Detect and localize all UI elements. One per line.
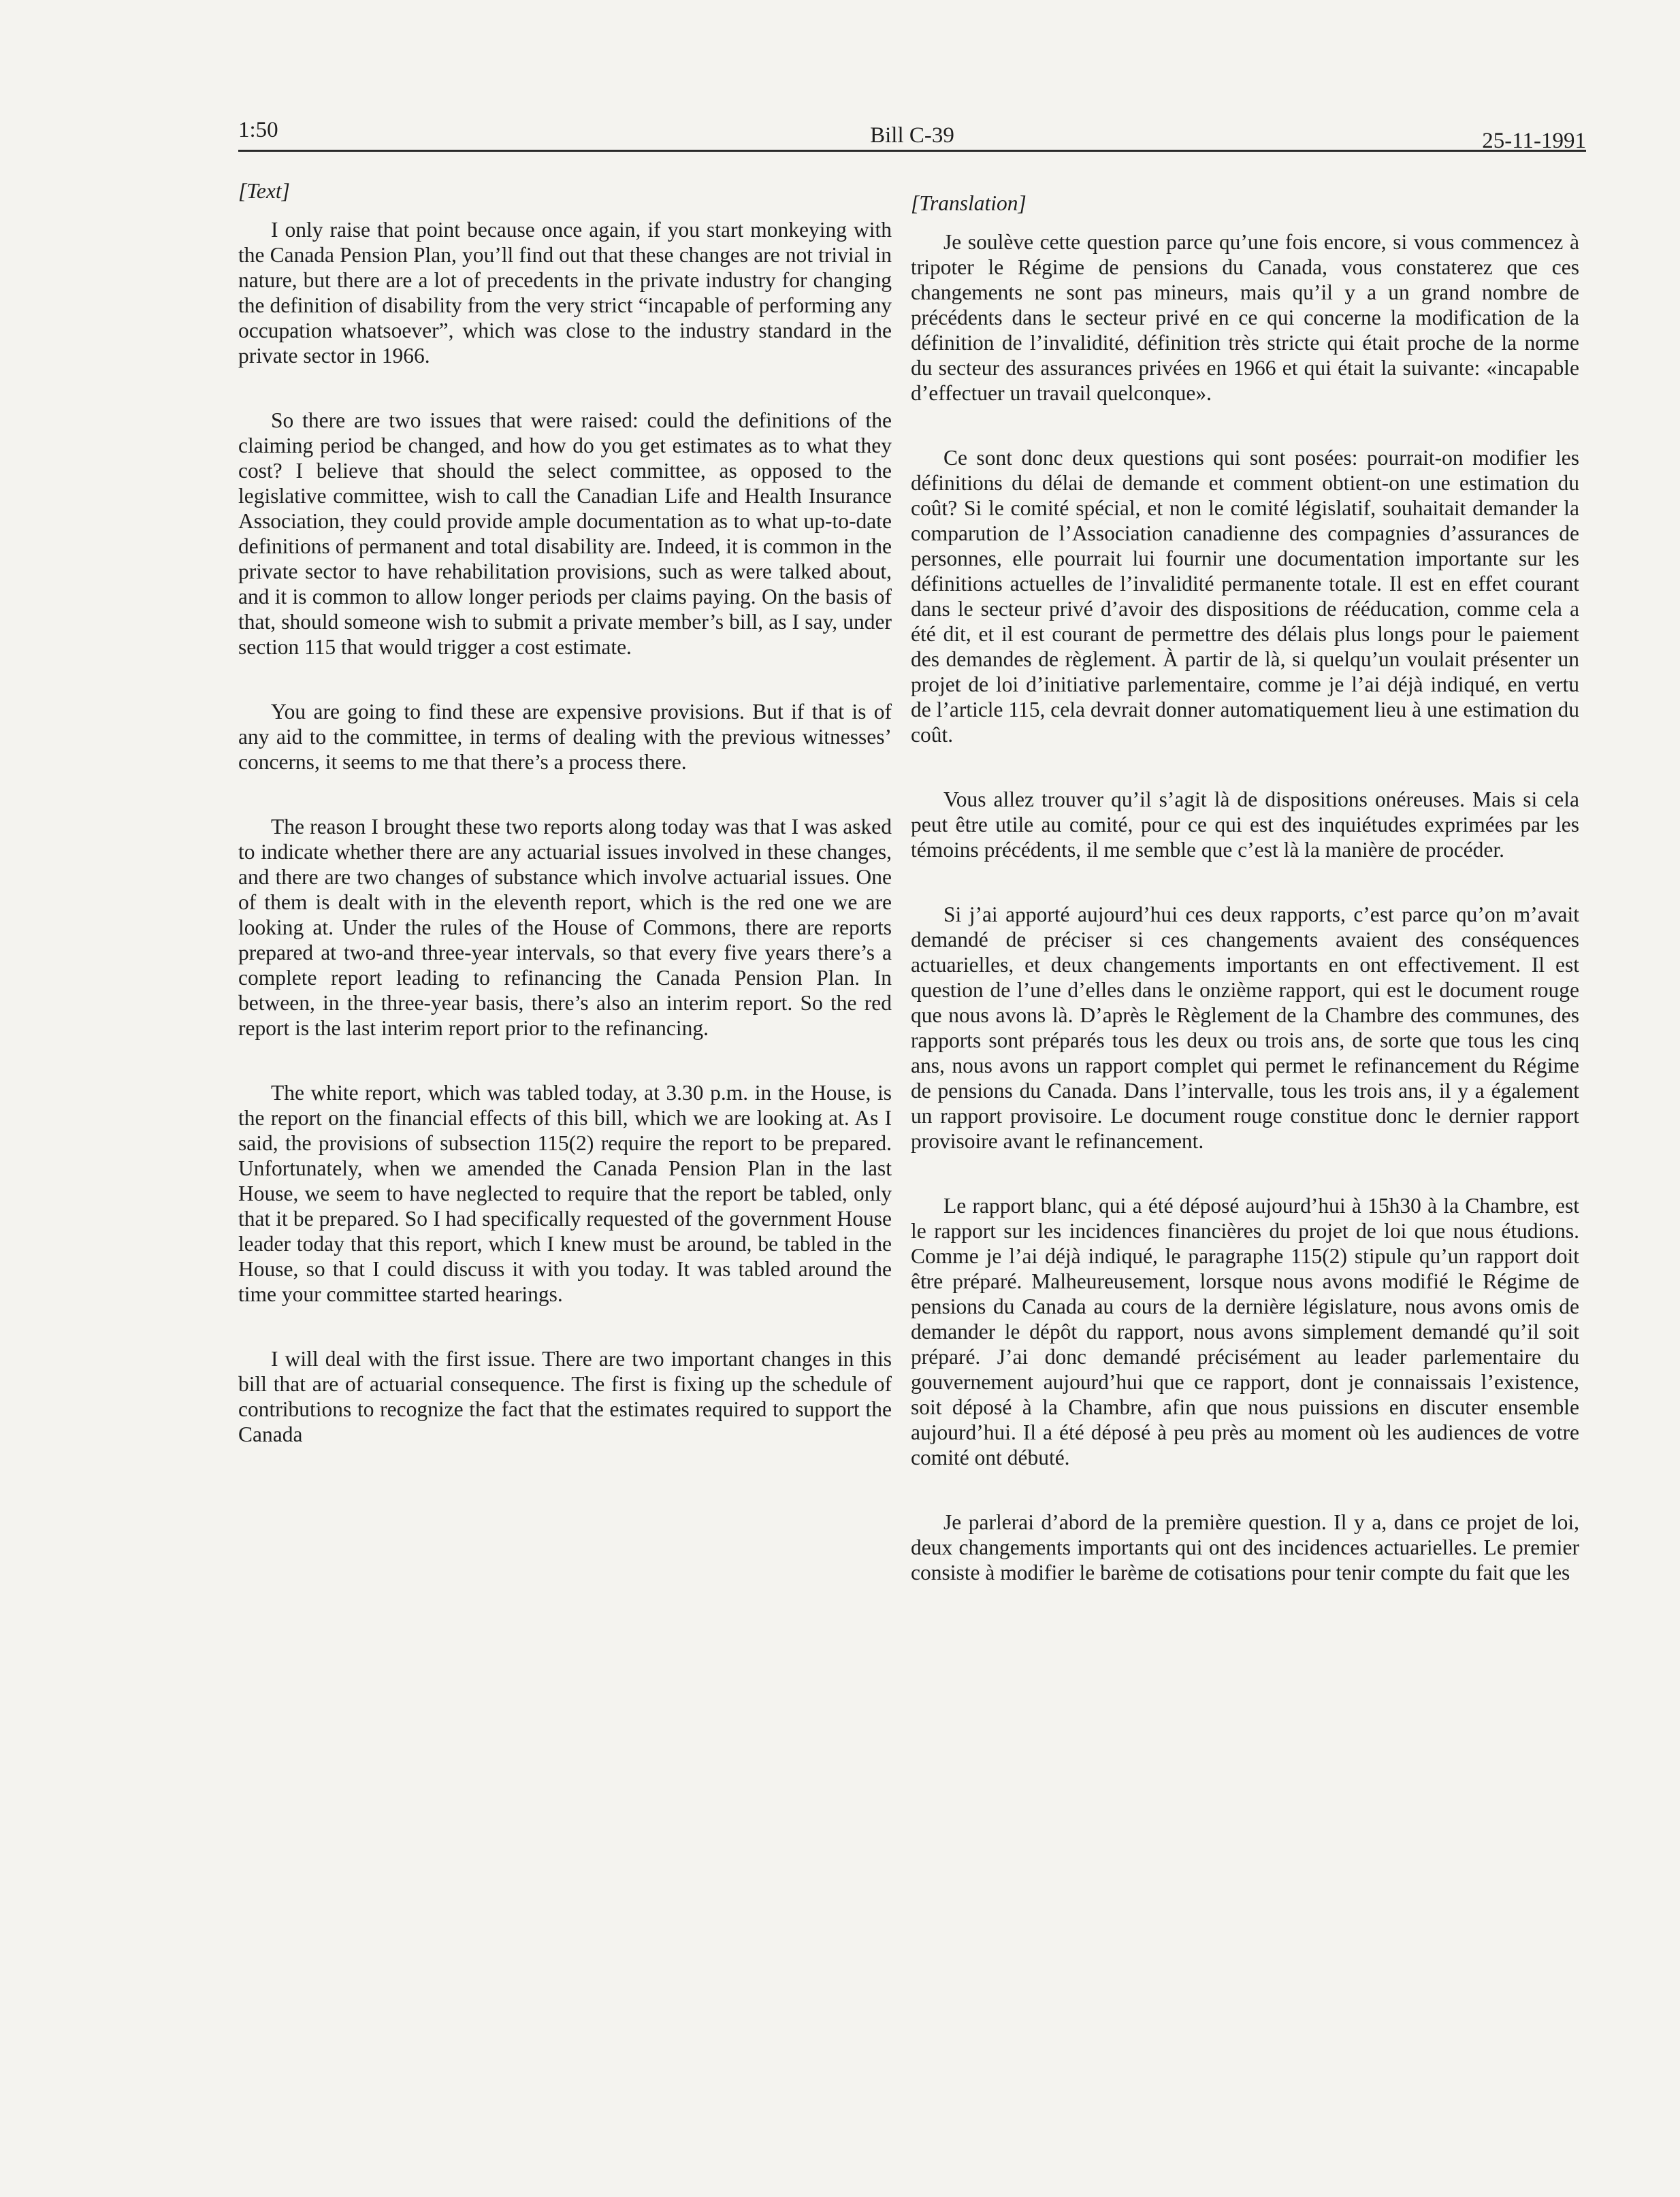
page-number: 1:50 (238, 118, 278, 142)
french-paragraph: Je soulève cette question parce qu’une fois encore, si vous commencez à tripoter le Régime de pensions du Canada, vous constaterez que ces changements ne sont pas mineurs, mais qu’il y a un grand nombre de précédents dans le secteur privé en ce qui concerne la modification de la définition de l’invalidité, définition très stricte qui était proche de la norme du secteur des assurances privées en 1966 et qui était la suivante: «incapable d’effectuer un travail quelconque». (911, 230, 1579, 405)
english-paragraph: So there are two issues that were raised: could the definitions of the claiming period be changed, and how do you get estimates as to what they cost? I believe that should the select committee, as opposed to the legislative committee, wish to call the Canadian Life and Health Insurance Association, they could provide ample documentation as to what up-to-date definitions of permanent and total disability are. Indeed, it is common in the private sector to have rehabilitation provisions, such as were talked about, and it is common to allow longer periods per claims paying. On the basis of that, should someone wish to submit a private member’s bill, as I say, under section 115 that would trigger a cost estimate. (238, 408, 892, 659)
french-paragraph: Le rapport blanc, qui a été déposé aujourd’hui à 15h30 à la Chambre, est le rapport sur les incidences financières du projet de loi que nous étudions. Comme je l’ai déjà indiqué, le paragraphe 115(2) stipule qu’un rapport doit être préparé. Malheureusement, lorsque nous avons modifié le Régime de pensions du Canada au cours de la dernière législature, nous avons omis de demander le dépôt du rapport, nous avons simplement demandé qu’il soit préparé. J’ai donc demandé précisément au leader parlementaire du gouvernement aujourd’hui que ce rapport, dont je connaissais l’existence, soit déposé à la Chambre, afin que nous puissions en discuter ensemble aujourd’hui. Il a été déposé à peu près au moment où les audiences de votre comité ont débuté. (911, 1194, 1579, 1469)
french-label: [Translation] (911, 191, 1027, 215)
english-paragraph: The reason I brought these two reports along today was that I was asked to indicate whether there are any actuarial issues involved in these changes, and there are two changes of substance which involve actuarial issues. One of them is dealt with in the eleventh report, which is the red one we are looking at. Under the rules of the House of Commons, there are reports prepared at two-and three-year intervals, so that every five years there’s a complete report leading to refinancing the Canada Pension Plan. In between, in the three-year basis, there’s also an interim report. So the red report is the last interim report prior to the refinancing. (238, 815, 892, 1040)
english-paragraph: I only raise that point because once again, if you start monkeying with the Canada Pension Plan, you’ll find out that these changes are not trivial in nature, but there are a lot of precedents in the private industry for changing the definition of disability from the very strict “incapable of performing any occupation whatsoever”, which was close to the industry standard in the private sector in 1966. (238, 218, 892, 368)
bill-title: Bill C-39 (870, 123, 954, 148)
french-paragraph: Je parlerai d’abord de la première question. Il y a, dans ce projet de loi, deux changements importants qui ont des incidences actuarielles. Le premier consiste à modifier le barème de cotisations pour tenir compte du fait que les (911, 1510, 1579, 1584)
english-paragraph: I will deal with the first issue. There are two important changes in this bill that are of actuarial consequence. The first is fixing up the schedule of contributions to recognize the fact that the estimates required to support the Canada (238, 1347, 892, 1446)
french-paragraph: Vous allez trouver qu’il s’agit là de dispositions onéreuses. Mais si cela peut être utile au comité, pour ce qui est des inquiétudes exprimées par les témoins précédents, il me semble que c’est là la manière de procéder. (911, 787, 1579, 862)
english-paragraph: The white report, which was tabled today, at 3.30 p.m. in the House, is the report on the financial effects of this bill, which we are looking at. As I said, the provisions of subsection 115(2) require the report to be prepared. Unfortunately, when we amended the Canada Pension Plan in the last House, we seem to have neglected to require that the report be tabled, only that it be prepared. So I had specifically requested of the government House leader today that this report, which I knew must be around, be tabled in the House, so that I could discuss it with you today. It was tabled around the time your committee started hearings. (238, 1081, 892, 1306)
header-date: 25-11-1991 (1482, 129, 1586, 153)
page-header (238, 102, 1586, 152)
french-paragraph: Si j’ai apporté aujourd’hui ces deux rapports, c’est parce qu’on m’avait demandé de préciser si ces changements avaient des conséquences actuarielles, et deux changements importants en ont effectivement. Il est question de l’une d’elles dans le onzième rapport, qui est le document rouge que nous avons là. D’après le Règlement de la Chambre des communes, des rapports sont préparés tous les deux ou trois ans, de sorte que tous les cinq ans, nous avons un rapport complet qui permet le refinancement du Régime de pensions du Canada. Dans l’intervalle, tous les trois ans, il y a également un rapport provisoire. Le document rouge constitue donc le dernier rapport provisoire avant le refinancement. (911, 902, 1579, 1153)
english-paragraph: You are going to find these are expensive provisions. But if that is of any aid to the committee, in terms of dealing with the previous witnesses’ concerns, it seems to me that there’s a process there. (238, 700, 892, 774)
english-column (238, 178, 892, 1486)
english-label: [Text] (238, 179, 290, 203)
french-paragraph: Ce sont donc deux questions qui sont posées: pourrait-on modifier les définitions du délai de demande et comment obtient-on une estimation du coût? Si le comité spécial, et non le comité législatif, souhaitait demander la comparution de l’Association canadienne des compagnies d’assurances de personnes, elle pourrait lui fournir une documentation importante sur les définitions actuelles de l’invalidité permanente totale. Il est en effet courant dans le secteur privé d’avoir des dispositions de rééducation, comme cela a été dit, et il est courant de permettre des délais plus longs pour le paiement des demandes de règlement. À partir de là, si quelqu’un voulait présenter un projet de loi d’initiative parlementaire, comme je l’ai déjà indiqué, en vertu de l’article 115, cela devrait donner automatiquement lieu à une estimation du coût. (911, 446, 1579, 747)
french-column (911, 178, 1579, 1625)
